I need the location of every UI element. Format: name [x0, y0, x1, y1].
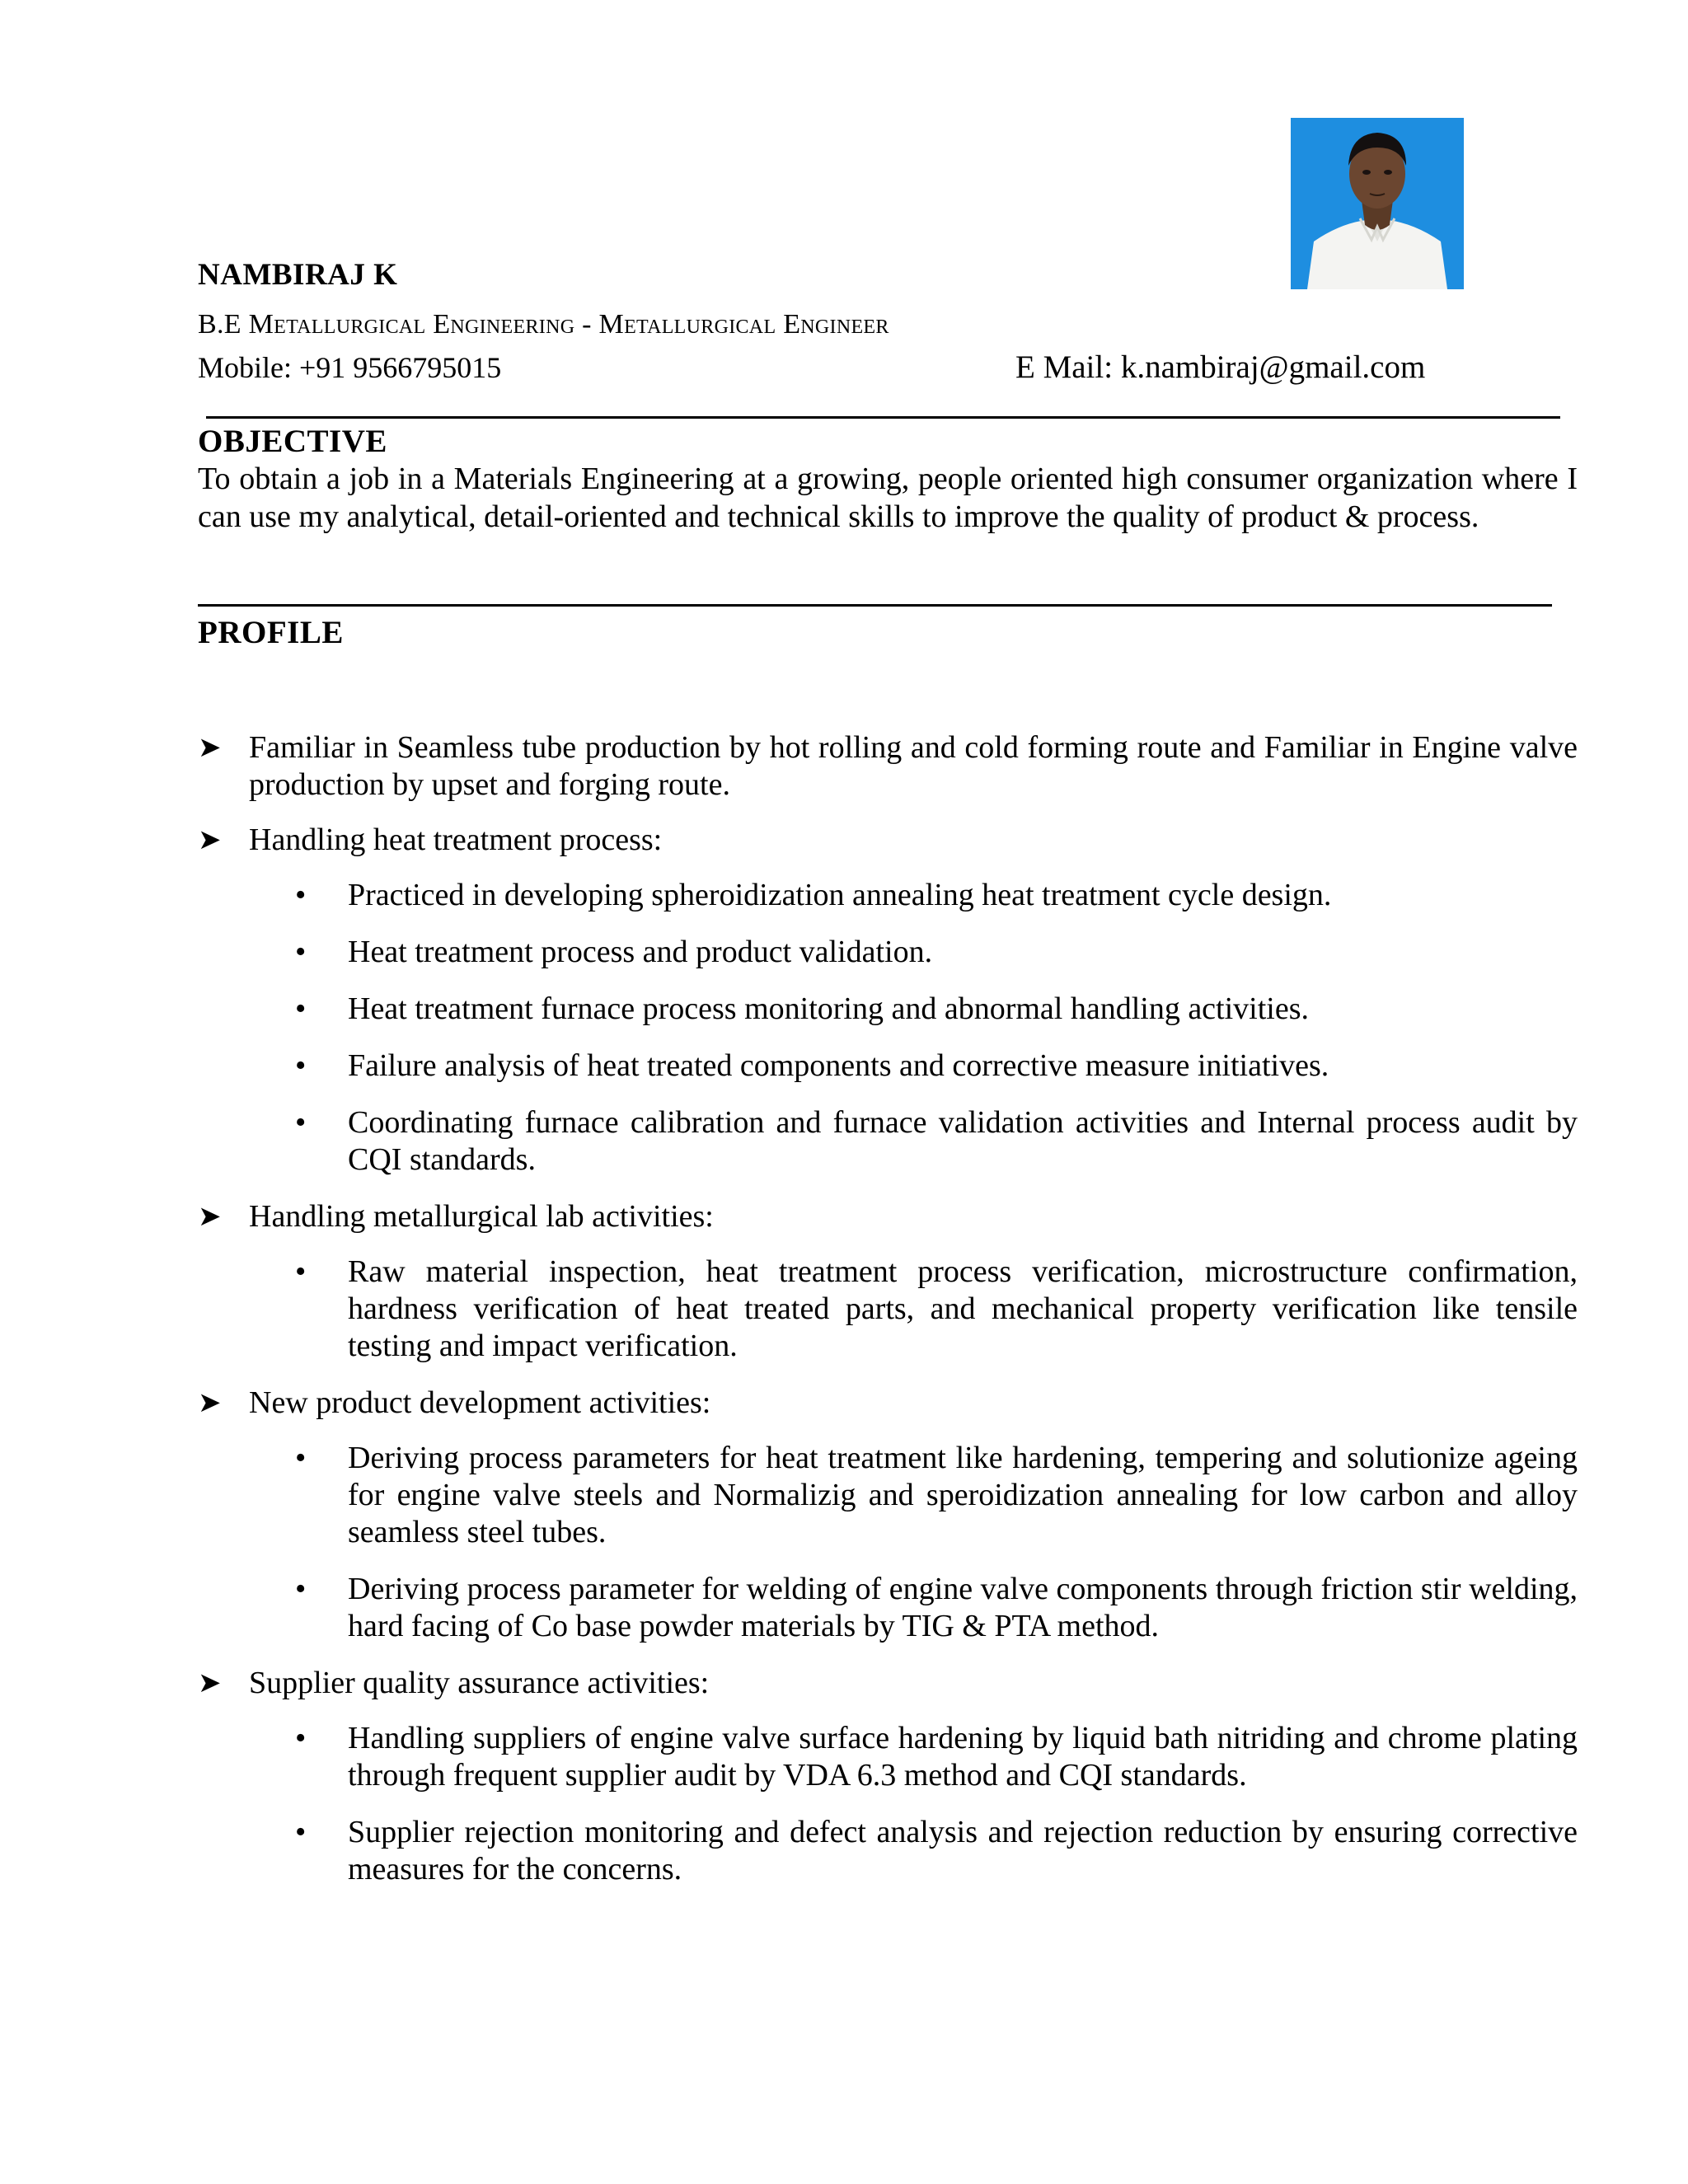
- candidate-name: NAMBIRAJ K: [198, 258, 398, 292]
- dot-bullet-icon: •: [295, 991, 307, 1026]
- sub-item-text: Heat treatment process and product validation.: [348, 935, 933, 969]
- dot-bullet-icon: •: [295, 1105, 307, 1140]
- sub-list: [198, 1440, 1578, 1645]
- profile-list: [198, 729, 1578, 1908]
- objective-heading: OBJECTIVE: [198, 424, 387, 459]
- sub-item-text: Failure analysis of heat treated components and corrective measure initiatives.: [348, 1048, 1329, 1083]
- profile-item-text: New product development activities:: [249, 1385, 711, 1420]
- dot-bullet-icon: •: [295, 1572, 307, 1606]
- profile-item: [198, 1385, 1578, 1422]
- sub-item-text: Supplier rejection monitoring and defect analysis and rejection reduction by ensuring corrective measures for the concerns.: [348, 1815, 1578, 1886]
- dot-bullet-icon: •: [295, 1441, 307, 1475]
- profile-item: [198, 1198, 1578, 1235]
- email-address: E Mail: k.nambiraj@gmail.com: [1015, 349, 1426, 385]
- sub-item-text: Heat treatment furnace process monitoring and abnormal handling activities.: [348, 991, 1309, 1026]
- sub-item: [198, 991, 1578, 1028]
- sub-item: [198, 1720, 1578, 1794]
- profile-item: [198, 822, 1578, 859]
- sub-list: [198, 1254, 1578, 1365]
- arrow-bullet-icon: ➤: [198, 733, 222, 763]
- sub-item-text: Deriving process parameter for welding of engine valve components through friction stir welding, hard facing of Co base powder materials by TIG & PTA method.: [348, 1572, 1578, 1643]
- sub-item: [198, 877, 1578, 914]
- arrow-bullet-icon: ➤: [198, 1388, 222, 1418]
- profile-heading: PROFILE: [198, 615, 344, 650]
- sub-item-text: Raw material inspection, heat treatment process verification, microstructure confirmation, hardness verification of heat treated parts, and mechanical property verification like tensile testing and impact verification.: [348, 1254, 1578, 1363]
- dot-bullet-icon: •: [295, 1254, 307, 1289]
- divider-top: [206, 416, 1560, 419]
- arrow-bullet-icon: ➤: [198, 1202, 222, 1232]
- dot-bullet-icon: •: [295, 1048, 307, 1083]
- sub-list: [198, 1720, 1578, 1888]
- profile-item: [198, 1665, 1578, 1702]
- dot-bullet-icon: •: [295, 1721, 307, 1755]
- sub-item-text: Coordinating furnace calibration and furnace validation activities and Internal process audit by CQI standards.: [348, 1105, 1578, 1177]
- mobile-number: Mobile: +91 9566795015: [198, 351, 502, 384]
- arrow-bullet-icon: ➤: [198, 825, 222, 855]
- sub-item: [198, 1254, 1578, 1365]
- profile-item-text: Supplier quality assurance activities:: [249, 1666, 710, 1700]
- sub-item: [198, 1440, 1578, 1551]
- sub-item: [198, 1104, 1578, 1179]
- dot-bullet-icon: •: [295, 1815, 307, 1849]
- objective-text: To obtain a job in a Materials Engineering at a growing, people oriented high consumer organization where I can use my analytical, detail-oriented and technical skills to improve the quality of product & process.: [198, 462, 1578, 534]
- profile-photo: [1291, 118, 1464, 289]
- sub-list: [198, 877, 1578, 1179]
- sub-item-text: Deriving process parameters for heat treatment like hardening, tempering and solutionize ageing for engine valve steels and Normalizig and speroidization annealing for low carbon and alloy seamless steel tubes.: [348, 1441, 1578, 1549]
- sub-item-text: Handling suppliers of engine valve surface hardening by liquid bath nitriding and chrome plating through frequent supplier audit by VDA 6.3 method and CQI standards.: [348, 1721, 1578, 1793]
- sub-item-text: Practiced in developing spheroidization annealing heat treatment cycle design.: [348, 878, 1332, 912]
- degree-title: B.E Metallurgical Engineering - Metallurgical Engineer: [198, 309, 889, 340]
- sub-item: [198, 1571, 1578, 1645]
- divider-middle: [198, 604, 1552, 607]
- sub-item: [198, 934, 1578, 971]
- profile-item-text: Handling heat treatment process:: [249, 823, 663, 857]
- profile-item: [198, 729, 1578, 804]
- sub-item: [198, 1047, 1578, 1085]
- profile-item-text: Familiar in Seamless tube production by hot rolling and cold forming route and Familiar in Engine valve production by upset and forging route.: [249, 730, 1578, 802]
- profile-item-text: Handling metallurgical lab activities:: [249, 1199, 714, 1234]
- arrow-bullet-icon: ➤: [198, 1668, 222, 1699]
- dot-bullet-icon: •: [295, 935, 307, 969]
- sub-item: [198, 1814, 1578, 1888]
- dot-bullet-icon: •: [295, 878, 307, 912]
